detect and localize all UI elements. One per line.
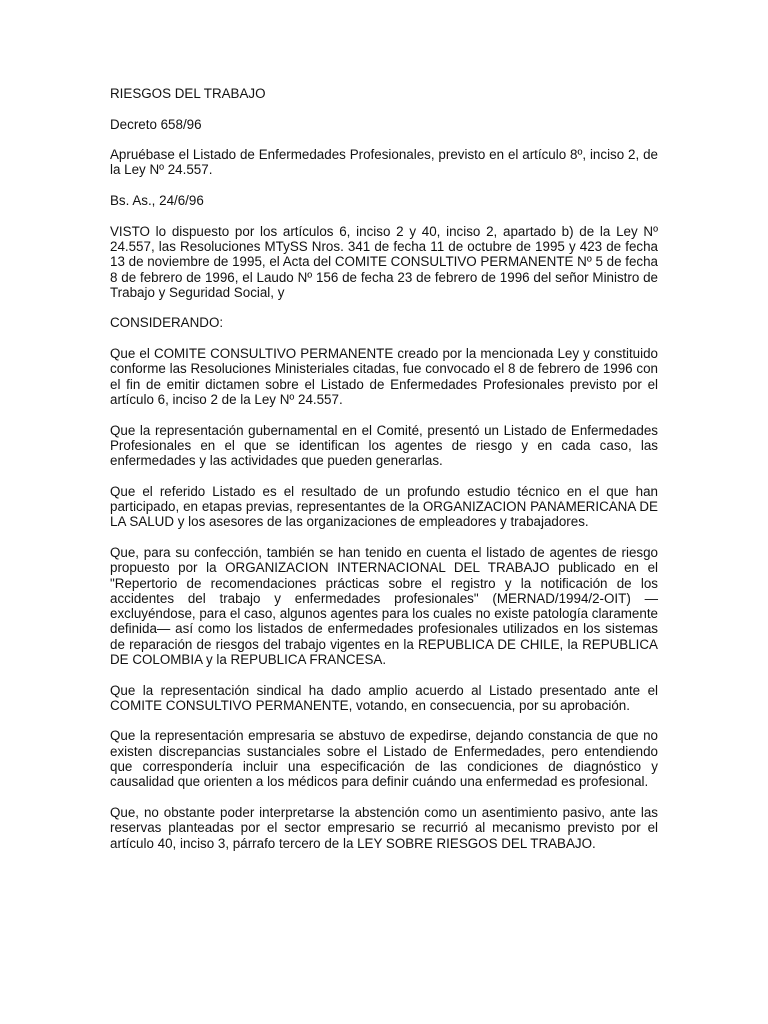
visto-paragraph: VISTO lo dispuesto por los artículos 6, inciso 2 y 40, inciso 2, apartado b) de la Ley Nº 24.557, las Resoluciones MTySS Nros. 341 de fecha 11 de octubre de 1995 y 423 de fecha 13 de noviembre de 1995, el Acta del COMITE CONSULTIVO PERMANENTE Nº 5 de fecha 8 de febrero de 1996, el Laudo Nº 156 de fecha 23 de febrero de 1996 del señor Ministro de Trabajo y Seguridad Social, y [110,223,658,300]
considerando-paragraph: Que la representación empresaria se abstuvo de expedirse, dejando constancia de que no existen discrepancias sustanciales sobre el Listado de Enfermedades, pero entendiendo que correspondería incluir una especificación de las condiciones de diagnóstico y causalidad que orienten a los médicos para definir cuándo una enfermedad es profesional. [110,728,658,790]
considerando-paragraph: Que la representación sindical ha dado amplio acuerdo al Listado presentado ante el COMITE CONSULTIVO PERMANENTE, votando, en consecuencia, por su aprobación. [110,682,658,713]
considerando-paragraph: Que, no obstante poder interpretarse la abstención como un asentimiento pasivo, ante las reservas planteadas por el sector empresario se recurrió al mecanismo previsto por el artículo 40, inciso 3, párrafo tercero de la LEY SOBRE RIESGOS DEL TRABAJO. [110,804,658,851]
considerando-paragraph: Que la representación gubernamental en el Comité, presentó un Listado de Enfermedades Profesionales en el que se identifican los agentes de riesgo y en cada caso, las enfermedades y las actividades que pueden generarlas. [110,422,658,469]
considerando-paragraph: Que, para su confección, también se han tenido en cuenta el listado de agentes de riesgo propuesto por la ORGANIZACION INTERNACIONAL DEL TRABAJO publicado en el "Repertorio de recomendaciones prácticas sobre el registro y la notificación de los accidentes del trabajo y enfermedades profesionales" (MERNAD/1994/2-OIT) — excluyéndose, para el caso, algunos agentes para los cuales no existe patología claramente definida— así como los listados de enfermedades profesionales utilizados en los sistemas de reparación de riesgos del trabajo vigentes en la REPUBLICA DE CHILE, la REPUBLICA DE COLOMBIA y la REPUBLICA FRANCESA. [110,544,658,667]
decree-number: Decreto 658/96 [110,116,202,132]
considerando-paragraph: Que el referido Listado es el resultado de un profundo estudio técnico en el que han participado, en etapas previas, representantes de la ORGANIZACION PANAMERICANA DE LA SALUD y los asesores de las organizaciones de empleadores y trabajadores. [110,483,658,530]
document-body [110,86,658,866]
place-date: Bs. As., 24/6/96 [110,193,204,209]
considerando-heading: CONSIDERANDO: [110,315,224,331]
decree-summary: Apruébase el Listado de Enfermedades Profesionales, previsto en el artículo 8º, inciso 2, de la Ley Nº 24.557. [110,147,658,178]
document-title: RIESGOS DEL TRABAJO [110,86,266,101]
considerando-paragraph: Que el COMITE CONSULTIVO PERMANENTE creado por la mencionada Ley y constituido conforme las Resoluciones Ministeriales citadas, fue convocado el 8 de febrero de 1996 con el fin de emitir dictamen sobre el Listado de Enfermedades Profesionales previsto por el artículo 6, inciso 2 de la Ley Nº 24.557. [110,346,658,407]
